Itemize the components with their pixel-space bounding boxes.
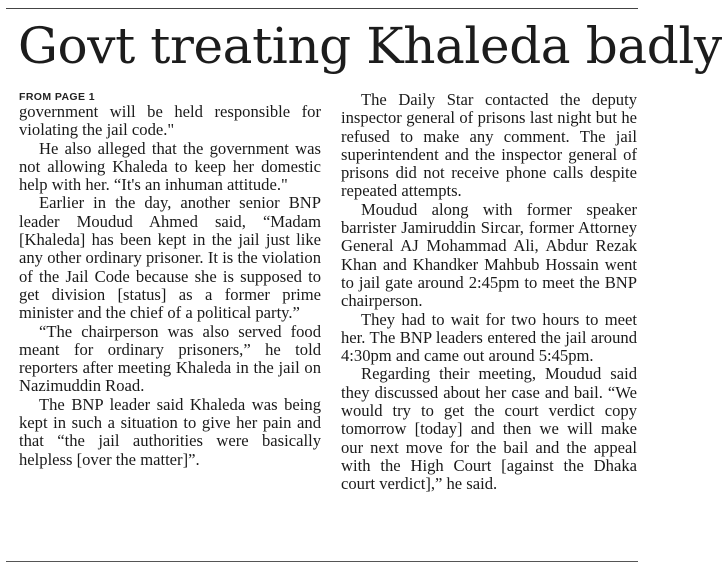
paragraph: government will be held responsible for violating the jail code." — [19, 102, 321, 140]
article-body — [19, 91, 637, 553]
paragraph: “The chairperson was also served food meant for ordinary prisoners,” he told reporters after meeting Khaleda in the jail on Nazimuddin Road. — [19, 321, 321, 396]
left-column — [19, 91, 321, 469]
continuation-kicker: FROM PAGE 1 — [19, 91, 95, 103]
right-column — [341, 91, 637, 494]
paragraph: The Daily Star contacted the deputy inspector general of prisons last night but he refused to make any comment. The jail superintendent and the inspector general of prisons did not receive phone calls despite repeated attempts. — [341, 90, 637, 201]
paragraph: Regarding their meeting, Moudud said they discussed about her case and bail. “We would try to get the court verdict copy tomorrow [today] and then we will make our next move for the bail and the appeal with the High Court [against the Dhaka court verdict],” he said. — [341, 364, 637, 494]
top-rule — [6, 8, 638, 9]
paragraph: Earlier in the day, another senior BNP leader Moudud Ahmed said, “Madam [Khaleda] has been kept in the jail just like any other ordinary prisoner. It is the violation of the Jail Code because she is supposed to get division [status] as a former prime minister and the chief of a political party.” — [19, 193, 321, 323]
paragraph: They had to wait for two hours to meet her. The BNP leaders entered the jail around 4:30pm and came out around 5:45pm. — [341, 309, 637, 366]
headline: Govt treating Khaleda badly — [18, 17, 722, 75]
paragraph: Moudud along with former speaker barrister Jamiruddin Sircar, former Attorney General AJ Mohammad Ali, Abdur Rezak Khan and Khandker Mahbub Hossain went to jail gate around 2:45pm to meet the BNP chairperson. — [341, 199, 637, 311]
paragraph: The BNP leader said Khaleda was being kept in such a situation to give her pain and that “the jail authorities were basically helpless [over the matter]”. — [19, 394, 321, 469]
bottom-rule — [6, 561, 638, 562]
paragraph: He also alleged that the government was not allowing Khaleda to keep her domestic help with her. “It's an inhuman attitude." — [19, 138, 321, 195]
